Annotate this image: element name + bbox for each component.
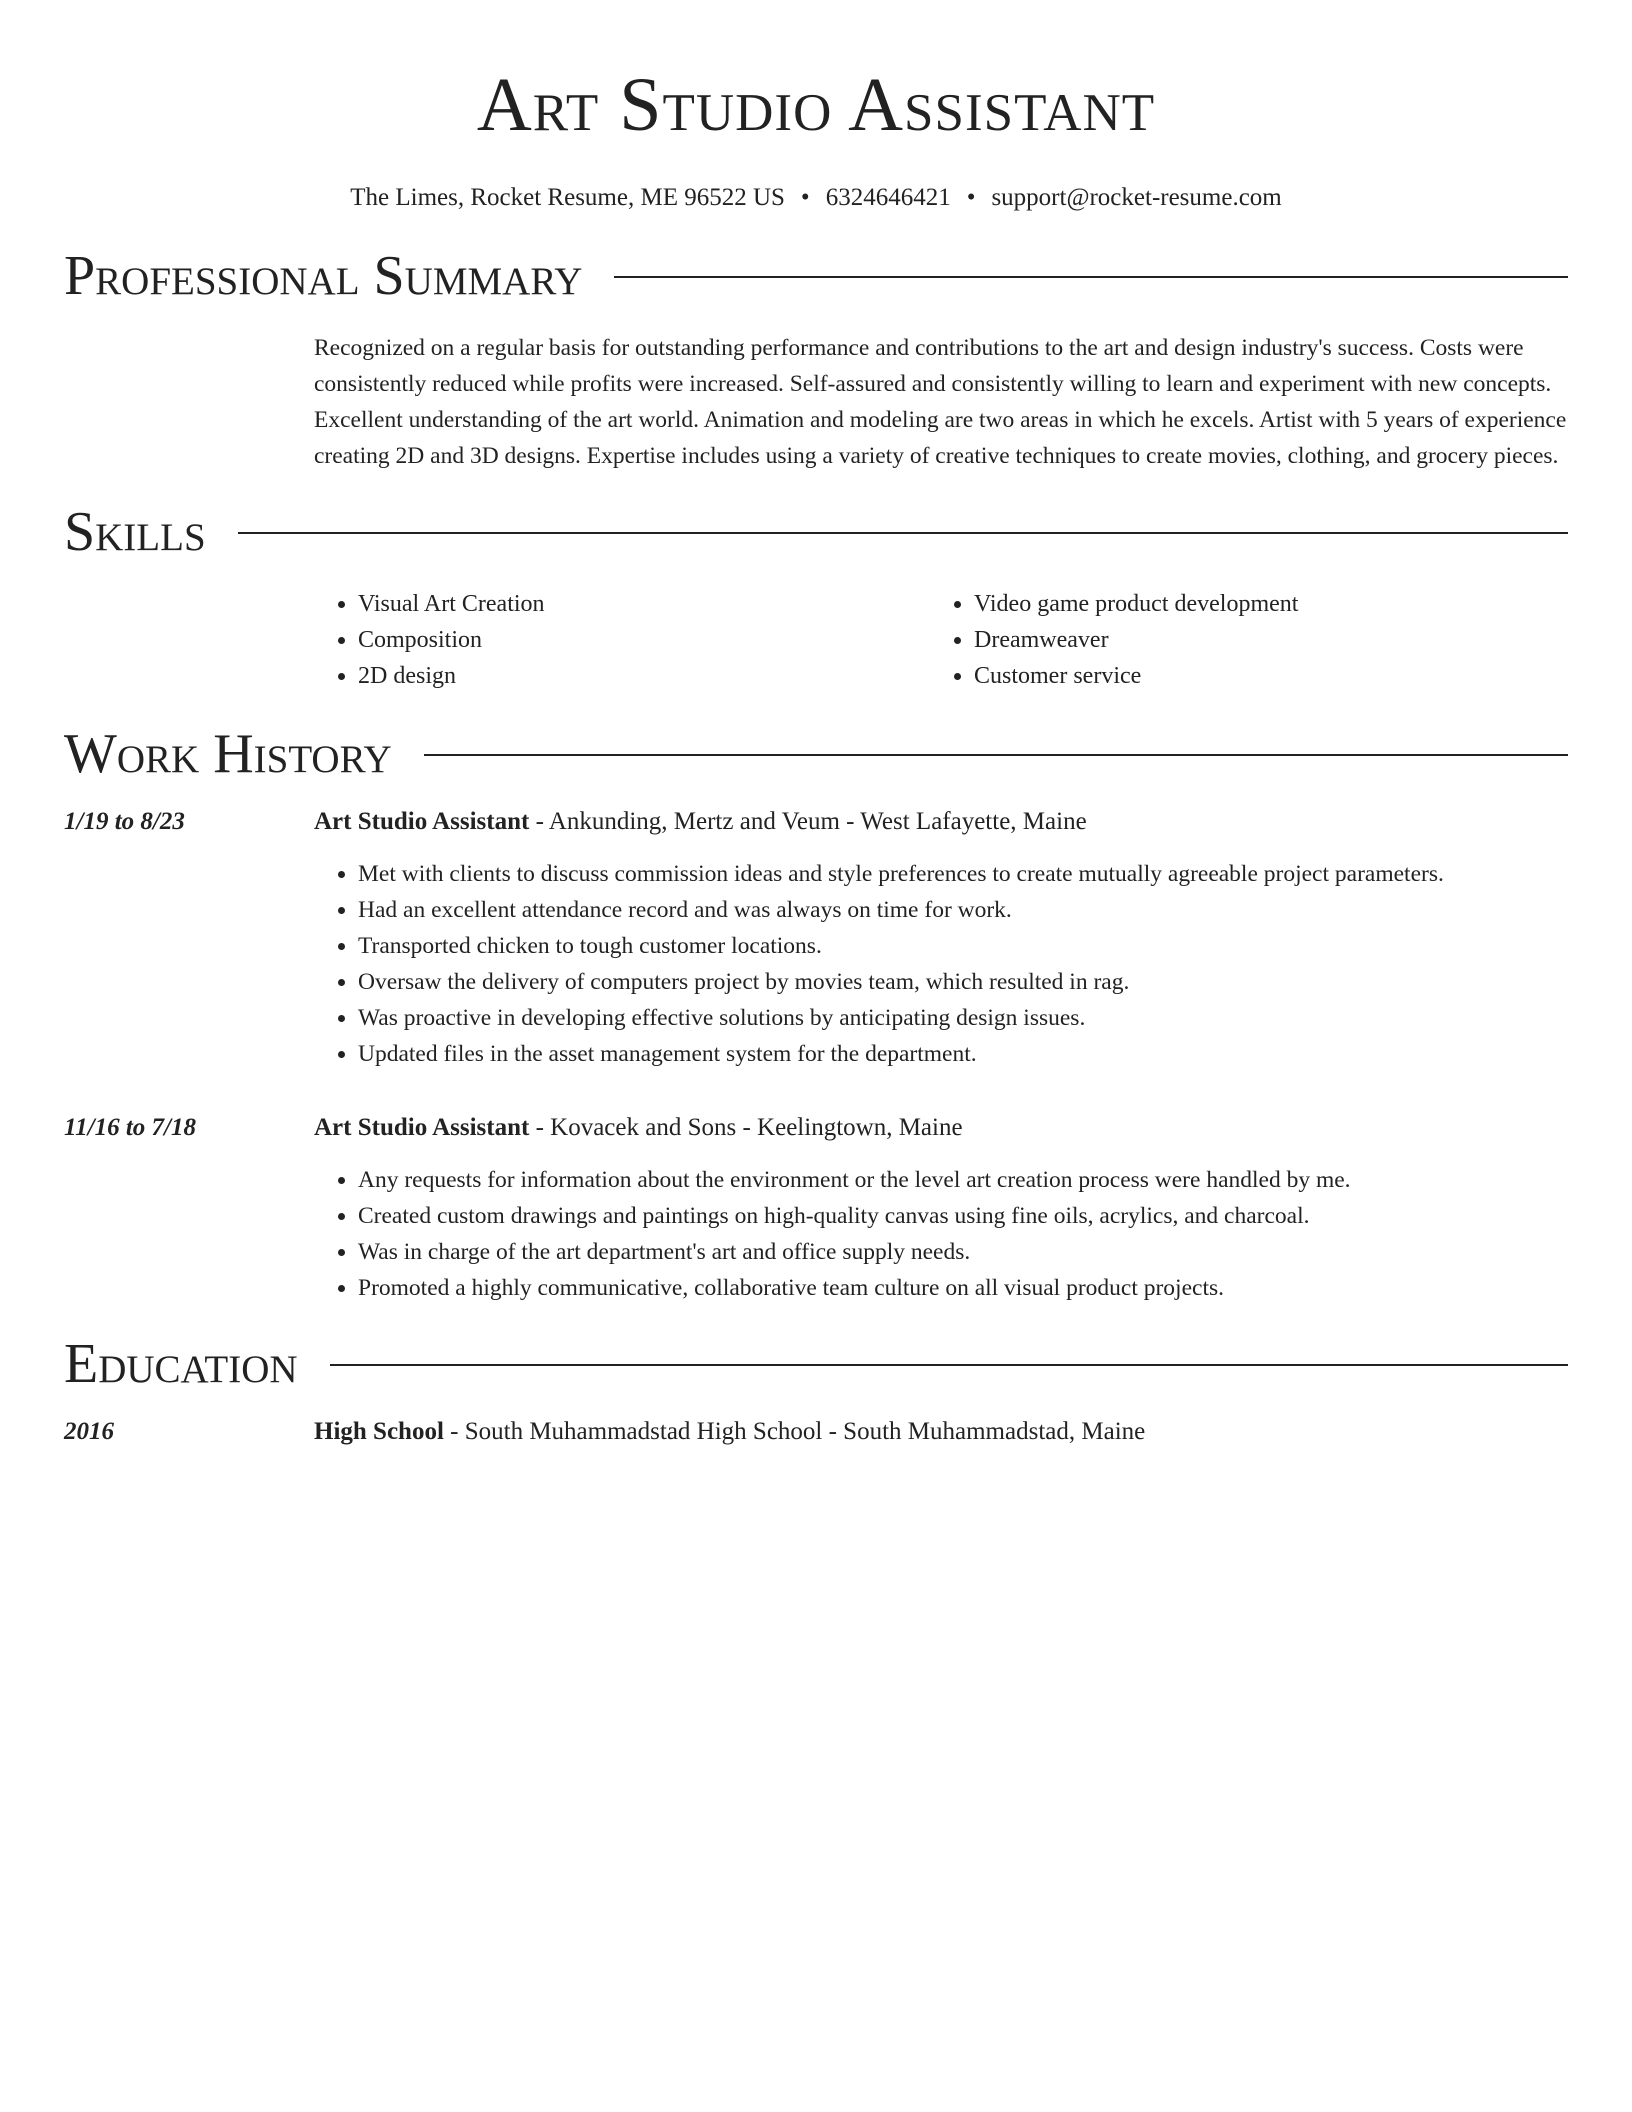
job-bullets [314, 1162, 1568, 1306]
job-date: 1/19 to 8/23 [64, 808, 185, 835]
skills-list [314, 586, 1568, 694]
skill-item: • 2D design [358, 658, 930, 694]
job-bullet: • Had an excellent attendance record and was always on time for work. [358, 892, 1568, 928]
skills-column-left [314, 586, 930, 694]
job-body [314, 804, 1568, 1072]
skill-item: • Video game product development [974, 586, 1298, 622]
skills-column-right [930, 586, 1298, 694]
education-details: - South Muhammadstad High School - South Muhammadstad, Maine [443, 1418, 1146, 1445]
education-degree: High School [314, 1418, 444, 1445]
education-body [314, 1414, 1568, 1450]
contact-separator: • [966, 184, 976, 211]
education-line [314, 1414, 1568, 1450]
job-date: 11/16 to 7/18 [64, 1114, 196, 1141]
job-bullet: • Updated files in the asset management system for the department. [358, 1036, 1568, 1072]
summary-section-header [64, 244, 1568, 308]
contact-separator: • [800, 184, 810, 211]
job-body [314, 1110, 1568, 1306]
section-divider [330, 1364, 1568, 1366]
job-details: - Ankunding, Mertz and Veum - West Lafayette, Maine [529, 808, 1087, 835]
contact-address: The Limes, Rocket Resume, ME 96522 US [350, 184, 785, 211]
job-bullet: • Created custom drawings and paintings on high-quality canvas using fine oils, acrylics, and charcoal. [358, 1198, 1568, 1234]
education-section-header [64, 1332, 1568, 1396]
job-bullet: • Promoted a highly communicative, collaborative team culture on all visual product projects. [358, 1270, 1568, 1306]
education-section-title: Education [64, 1333, 298, 1395]
education-date: 2016 [64, 1418, 114, 1445]
education-entry [64, 1414, 1568, 1450]
section-divider [238, 532, 1568, 534]
skill-item: • Dreamweaver [974, 622, 1298, 658]
skill-item: • Customer service [974, 658, 1298, 694]
skills-section-title: Skills [64, 501, 206, 563]
contact-phone: 6324646421 [825, 184, 951, 211]
skills-section-header [64, 500, 1568, 564]
job-bullet: • Was in charge of the art department's art and office supply needs. [358, 1234, 1568, 1270]
summary-text: Recognized on a regular basis for outstanding performance and contributions to the art and design industry's success. Costs were consistently reduced while profits were increased. Self-assured and consistently willing to learn and experiment with new concepts. Excellent understanding of the art world. Animation and modeling are two areas in which he excels. Artist with 5 years of experience creating 2D and 3D designs. Expertise includes using a variety of creative techniques to create movies, clothing, and grocery pieces. [314, 335, 1567, 469]
job-entry [64, 804, 1568, 1072]
contact-email: support@rocket-resume.com [991, 184, 1282, 211]
job-details: - Kovacek and Sons - Keelingtown, Maine [529, 1114, 963, 1141]
work-section-title: Work History [64, 723, 392, 785]
job-bullet: • Transported chicken to tough customer locations. [358, 928, 1568, 964]
job-bullet: • Any requests for information about the environment or the level art creation process were handled by me. [358, 1162, 1568, 1198]
summary-section-title: Professional Summary [64, 245, 583, 307]
skill-item: • Visual Art Creation [358, 586, 930, 622]
job-bullet: • Was proactive in developing effective solutions by anticipating design issues. [358, 1000, 1568, 1036]
job-role: Art Studio Assistant [314, 1114, 530, 1141]
candidate-name: Art Studio Assistant [476, 63, 1156, 147]
work-section-header [64, 722, 1568, 786]
contact-line [64, 182, 1568, 214]
job-bullets [314, 856, 1568, 1072]
job-bullet: • Oversaw the delivery of computers project by movies team, which resulted in rag. [358, 964, 1568, 1000]
job-role: Art Studio Assistant [314, 808, 530, 835]
section-divider [424, 754, 1568, 756]
job-bullet: • Met with clients to discuss commission ideas and style preferences to create mutually agreeable project parameters. [358, 856, 1568, 892]
section-divider [614, 276, 1568, 278]
job-title-line [314, 1110, 1568, 1146]
job-entry [64, 1110, 1568, 1306]
job-title-line [314, 804, 1568, 840]
skill-item: • Composition [358, 622, 930, 658]
